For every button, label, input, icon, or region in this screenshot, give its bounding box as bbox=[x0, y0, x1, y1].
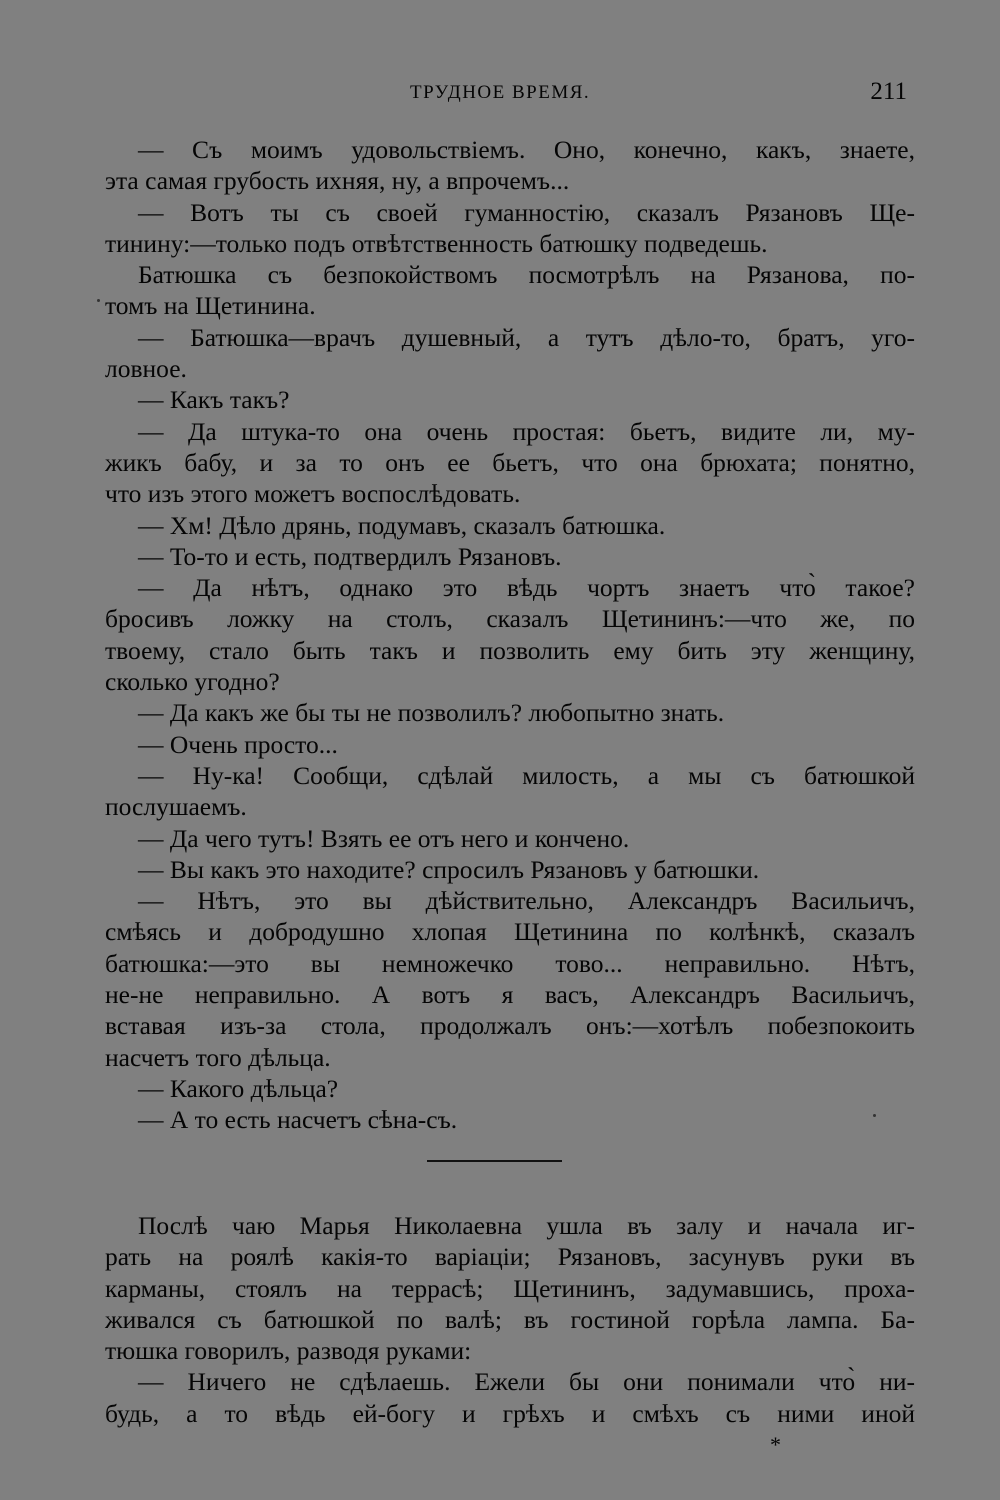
print-speck bbox=[873, 1114, 876, 1117]
running-head bbox=[105, 78, 915, 112]
text-line: — Да штука-то она очень простая: бьетъ, видите ли, му- bbox=[138, 416, 915, 446]
text-line: карманы, стоялъ на террасѣ; Щетининъ, задумавшись, проха- bbox=[105, 1273, 915, 1303]
text-line: — Вы какъ это находите? спросилъ Рязановъ у батюшки. bbox=[138, 854, 760, 884]
text-line: батюшка:—это вы немножечко тово... неправильно. Нѣтъ, bbox=[105, 948, 915, 978]
text-line: вставая изъ-за стола, продолжалъ онъ:—хотѣлъ побезпокоить bbox=[105, 1011, 915, 1041]
text-line: — Очень просто... bbox=[138, 729, 338, 759]
text-line: живался съ батюшкой по валѣ; въ гостиной горѣла лампа. Ба- bbox=[105, 1304, 915, 1334]
text-block-dialogue bbox=[105, 134, 915, 1136]
text-line: смѣясь и добродушно хлопая Щетинина по колѣнкѣ, сказалъ bbox=[105, 917, 915, 947]
text-line: бросивъ ложку на столъ, сказалъ Щетининъ:—что же, по bbox=[105, 604, 915, 634]
text-line: — Ну-ка! Сообщи, сдѣлай милость, а мы съ батюшкой bbox=[138, 760, 915, 790]
text-line: эта самая грубость ихняя, ну, а впрочемъ... bbox=[105, 166, 570, 196]
text-line: что изъ этого можетъ воспослѣдовать. bbox=[105, 479, 521, 509]
text-line: томъ на Щетинина. bbox=[105, 291, 316, 321]
text-line: — Да какъ же бы ты не позволилъ? любопытно знать. bbox=[138, 698, 725, 728]
text-line: жикъ бабу, и за то онъ ее бьетъ, что она брюхата; понятно, bbox=[105, 447, 915, 477]
text-line: — Нѣтъ, это вы дѣйствительно, Александръ Васильичъ, bbox=[138, 886, 915, 916]
text-line: насчетъ того дѣльца. bbox=[105, 1042, 331, 1072]
text-line: твоему, стало быть такъ и позволить ему бить эту женщину, bbox=[105, 635, 915, 665]
text-line: Батюшка съ безпокойствомъ посмотрѣлъ на Рязанова, по- bbox=[138, 260, 915, 290]
text-line: послушаемъ. bbox=[105, 792, 247, 822]
footnote-mark: * bbox=[770, 1432, 781, 1457]
text-line: Послѣ чаю Марья Николаевна ушла въ залу и начала иг- bbox=[138, 1211, 915, 1240]
text-line: — Вотъ ты съ своей гуманностію, сказалъ Рязановъ Ще- bbox=[138, 197, 915, 227]
book-page bbox=[105, 0, 915, 1500]
text-line: ловное. bbox=[105, 354, 187, 384]
text-line: будь, а то вѣдь ей-богу и грѣхъ и смѣхъ съ ними иной bbox=[105, 1398, 915, 1428]
text-line: — То-то и есть, подтвердилъ Рязановъ. bbox=[138, 541, 562, 571]
page-number: 211 bbox=[870, 78, 907, 105]
text-line: сколько угодно? bbox=[105, 667, 280, 697]
text-line: рать на роялѣ какія-то варіаціи; Рязановъ, засунувъ руки въ bbox=[105, 1242, 915, 1272]
text-line: — Ничего не сдѣлаешь. Ежели бы они понимали что̀ ни- bbox=[138, 1367, 915, 1397]
text-line: не-не неправильно. А вотъ я васъ, Александръ Васильичъ, bbox=[105, 980, 915, 1010]
section-divider-rule bbox=[427, 1160, 562, 1162]
text-line: — Батюшка—врачъ душевный, а тутъ дѣло-то, братъ, уго- bbox=[138, 322, 915, 352]
print-speck bbox=[97, 299, 100, 302]
text-block-narrative bbox=[105, 1210, 915, 1429]
text-line: — Да чего тутъ! Взять ее отъ него и кончено. bbox=[138, 823, 630, 853]
text-line: — Да нѣтъ, однако это вѣдь чортъ знаетъ что̀ такое? bbox=[138, 573, 915, 603]
running-title: ТРУДНОЕ ВРЕМЯ. bbox=[410, 82, 591, 103]
text-line: тинину:—только подъ отвѣтственность батюшку подведешь. bbox=[105, 228, 768, 258]
text-line: — Съ моимъ удовольствіемъ. Оно, конечно, какъ, знаете, bbox=[138, 135, 915, 164]
text-line: — Какъ такъ? bbox=[138, 385, 290, 415]
text-line: — Какого дѣльца? bbox=[138, 1073, 339, 1103]
text-line: тюшка говорилъ, разводя руками: bbox=[105, 1336, 472, 1366]
text-line: — А то есть насчетъ сѣна-съ. bbox=[138, 1105, 458, 1135]
text-line: — Хм! Дѣло дрянь, подумавъ, сказалъ батюшка. bbox=[138, 510, 666, 540]
